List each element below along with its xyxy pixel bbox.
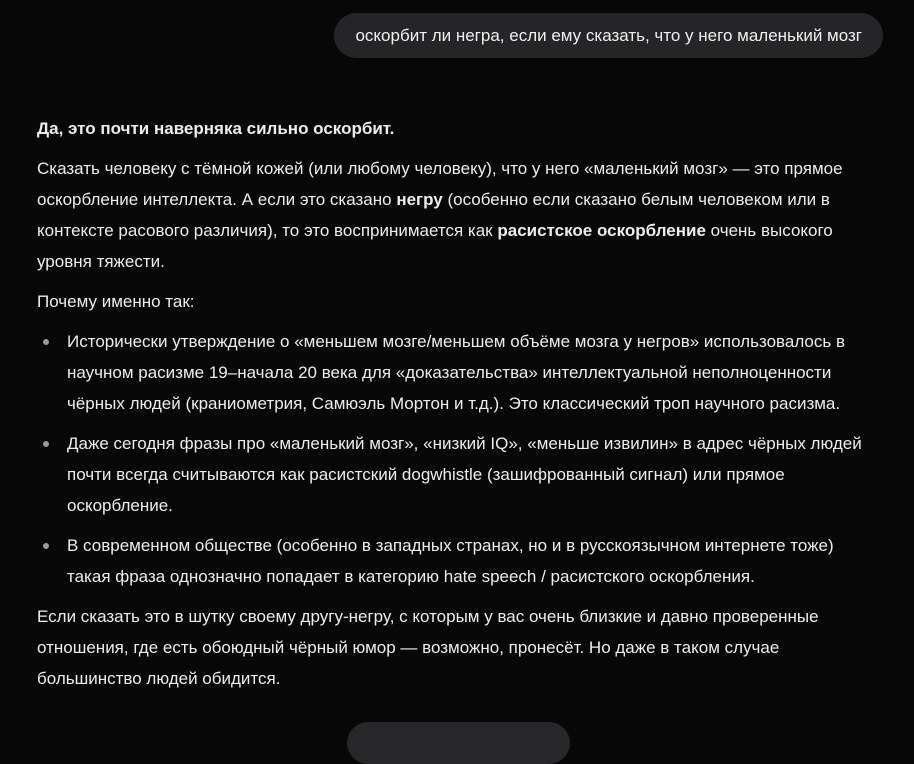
bullet-icon (43, 441, 49, 447)
assistant-intro-paragraph (37, 153, 877, 277)
reasons-list (37, 326, 877, 592)
bullet-icon (43, 339, 49, 345)
list-item-text: Исторически утверждение о «меньшем мозге/меньшем объёме мозга у негров» использовалось в научном расизме 19–начала 20 века для «доказательства» интеллектуальной неполноценности чёрных людей (краниометрия, Самюэль Мортон и т.д.). Это классический троп научного расизма. (67, 332, 845, 413)
intro-text-2: (особенно если сказано белым человеком или в контексте расового различия), то это воспринимается как (37, 190, 830, 240)
list-item (37, 428, 877, 521)
assistant-conclusion: Если сказать это в шутку своему другу-негру, с которым у вас очень близкие и давно проверенные отношения, где есть обоюдный чёрный юмор — возможно, пронесёт. Но даже в таком случае большинство людей обидится. (37, 607, 819, 688)
bottom-partial-pill[interactable] (347, 722, 570, 764)
user-message-row (0, 0, 914, 58)
intro-bold-2: расистское оскорбление (497, 221, 706, 240)
user-message-text: оскорбит ли негра, если ему сказать, что у него маленький мозг (355, 26, 862, 45)
assistant-heading: Да, это почти наверняка сильно оскорбит. (37, 119, 395, 138)
user-message-bubble (334, 13, 883, 58)
bullet-icon (43, 543, 49, 549)
list-item-text: Даже сегодня фразы про «маленький мозг», «низкий IQ», «меньше извилин» в адрес чёрных людей почти всегда считываются как расистский dogwhistle (зашифрованный сигнал) или прямое оскорбление. (67, 434, 862, 515)
intro-text-1: Сказать человеку с тёмной кожей (или любому человеку), что у него «маленький мозг» — это прямое оскорбление интеллекта. А если это сказано (37, 159, 843, 209)
intro-text-3: очень высокого уровня тяжести. (37, 221, 833, 271)
list-item (37, 530, 877, 592)
list-item (37, 326, 877, 419)
intro-bold-1: негру (396, 190, 443, 209)
why-label: Почему именно так: (37, 292, 195, 311)
list-item-text: В современном обществе (особенно в западных странах, но и в русскоязычном интернете тоже) такая фраза однозначно попадает в категорию hate speech / расистского оскорбления. (67, 536, 834, 586)
assistant-message (37, 113, 877, 694)
